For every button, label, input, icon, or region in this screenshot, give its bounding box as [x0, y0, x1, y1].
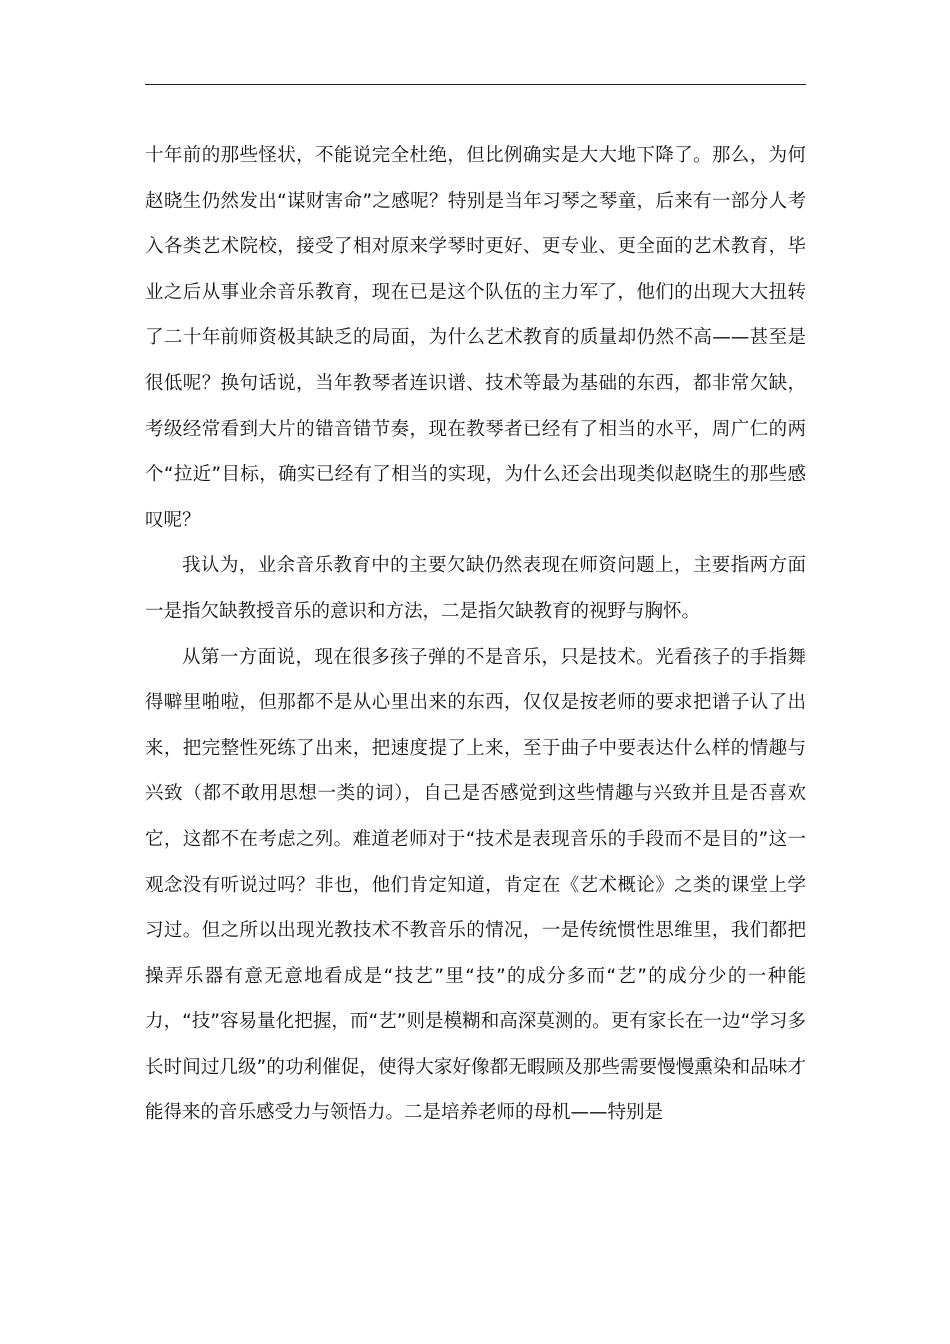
paragraph-3: 从第一方面说，现在很多孩子弹的不是音乐，只是技术。光看孩子的手指舞得噼里啪啦，但那都不是从心里出来的东西，仅仅是按老师的要求把谱子认了出来，把完整性死练了出来，把速度提了上来，至于曲子中要表达什么样的情趣与兴致（都不敢用思想一类的词），自己是否感觉到这些情趣与兴致并且是否喜欢它，这都不在考虑之列。难道老师对于“技术是表现音乐的手段而不是目的”这一观念没有听说过吗？非也，他们肯定知道，肯定在《艺术概论》之类的课堂上学习过。但之所以出现光教技术不教音乐的情况，一是传统惯性思维里，我们都把操弄乐器有意无意地看成是“技艺”里“技”的成分多而“艺”的成分少的一种能力，“技”容易量化把握，而“艺”则是模糊和高深莫测的。更有家长在一边“学习多长时间过几级”的功利催促，使得大家好像都无暇顾及那些需要慢慢熏染和品味才能得来的音乐感受力与领悟力。二是培养老师的母机——特别是 — [145, 646, 806, 1124]
header-rule — [145, 84, 806, 85]
paragraph-1: 十年前的那些怪状，不能说完全杜绝，但比例确实是大大地下降了。那么，为何赵晓生仍然发出“谋财害命”之感呢？特别是当年习琴之琴童，后来有一部分人考入各类艺术院校，接受了相对原来学琴时更好、更专业、更全面的艺术教育，毕业之后从事业余音乐教育，现在已是这个队伍的主力军了，他们的出现大大扭转了二十年前师资极其缺乏的局面，为什么艺术教育的质量却仍然不高——甚至是很低呢？换句话说，当年教琴者连识谱、技术等最为基础的东西，都非常欠缺，考级经常看到大片的错音错节奏，现在教琴者已经有了相当的水平，周广仁的两个“拉近”目标，确实已经有了相当的实现，为什么还会出现类似赵晓生的那些感叹呢？ — [145, 145, 806, 531]
paragraph-2: 我认为，业余音乐教育中的主要欠缺仍然表现在师资问题上，主要指两方面一是指欠缺教授音乐的意识和方法，二是指欠缺教育的视野与胸怀。 — [145, 555, 806, 622]
page-body — [145, 133, 806, 1136]
